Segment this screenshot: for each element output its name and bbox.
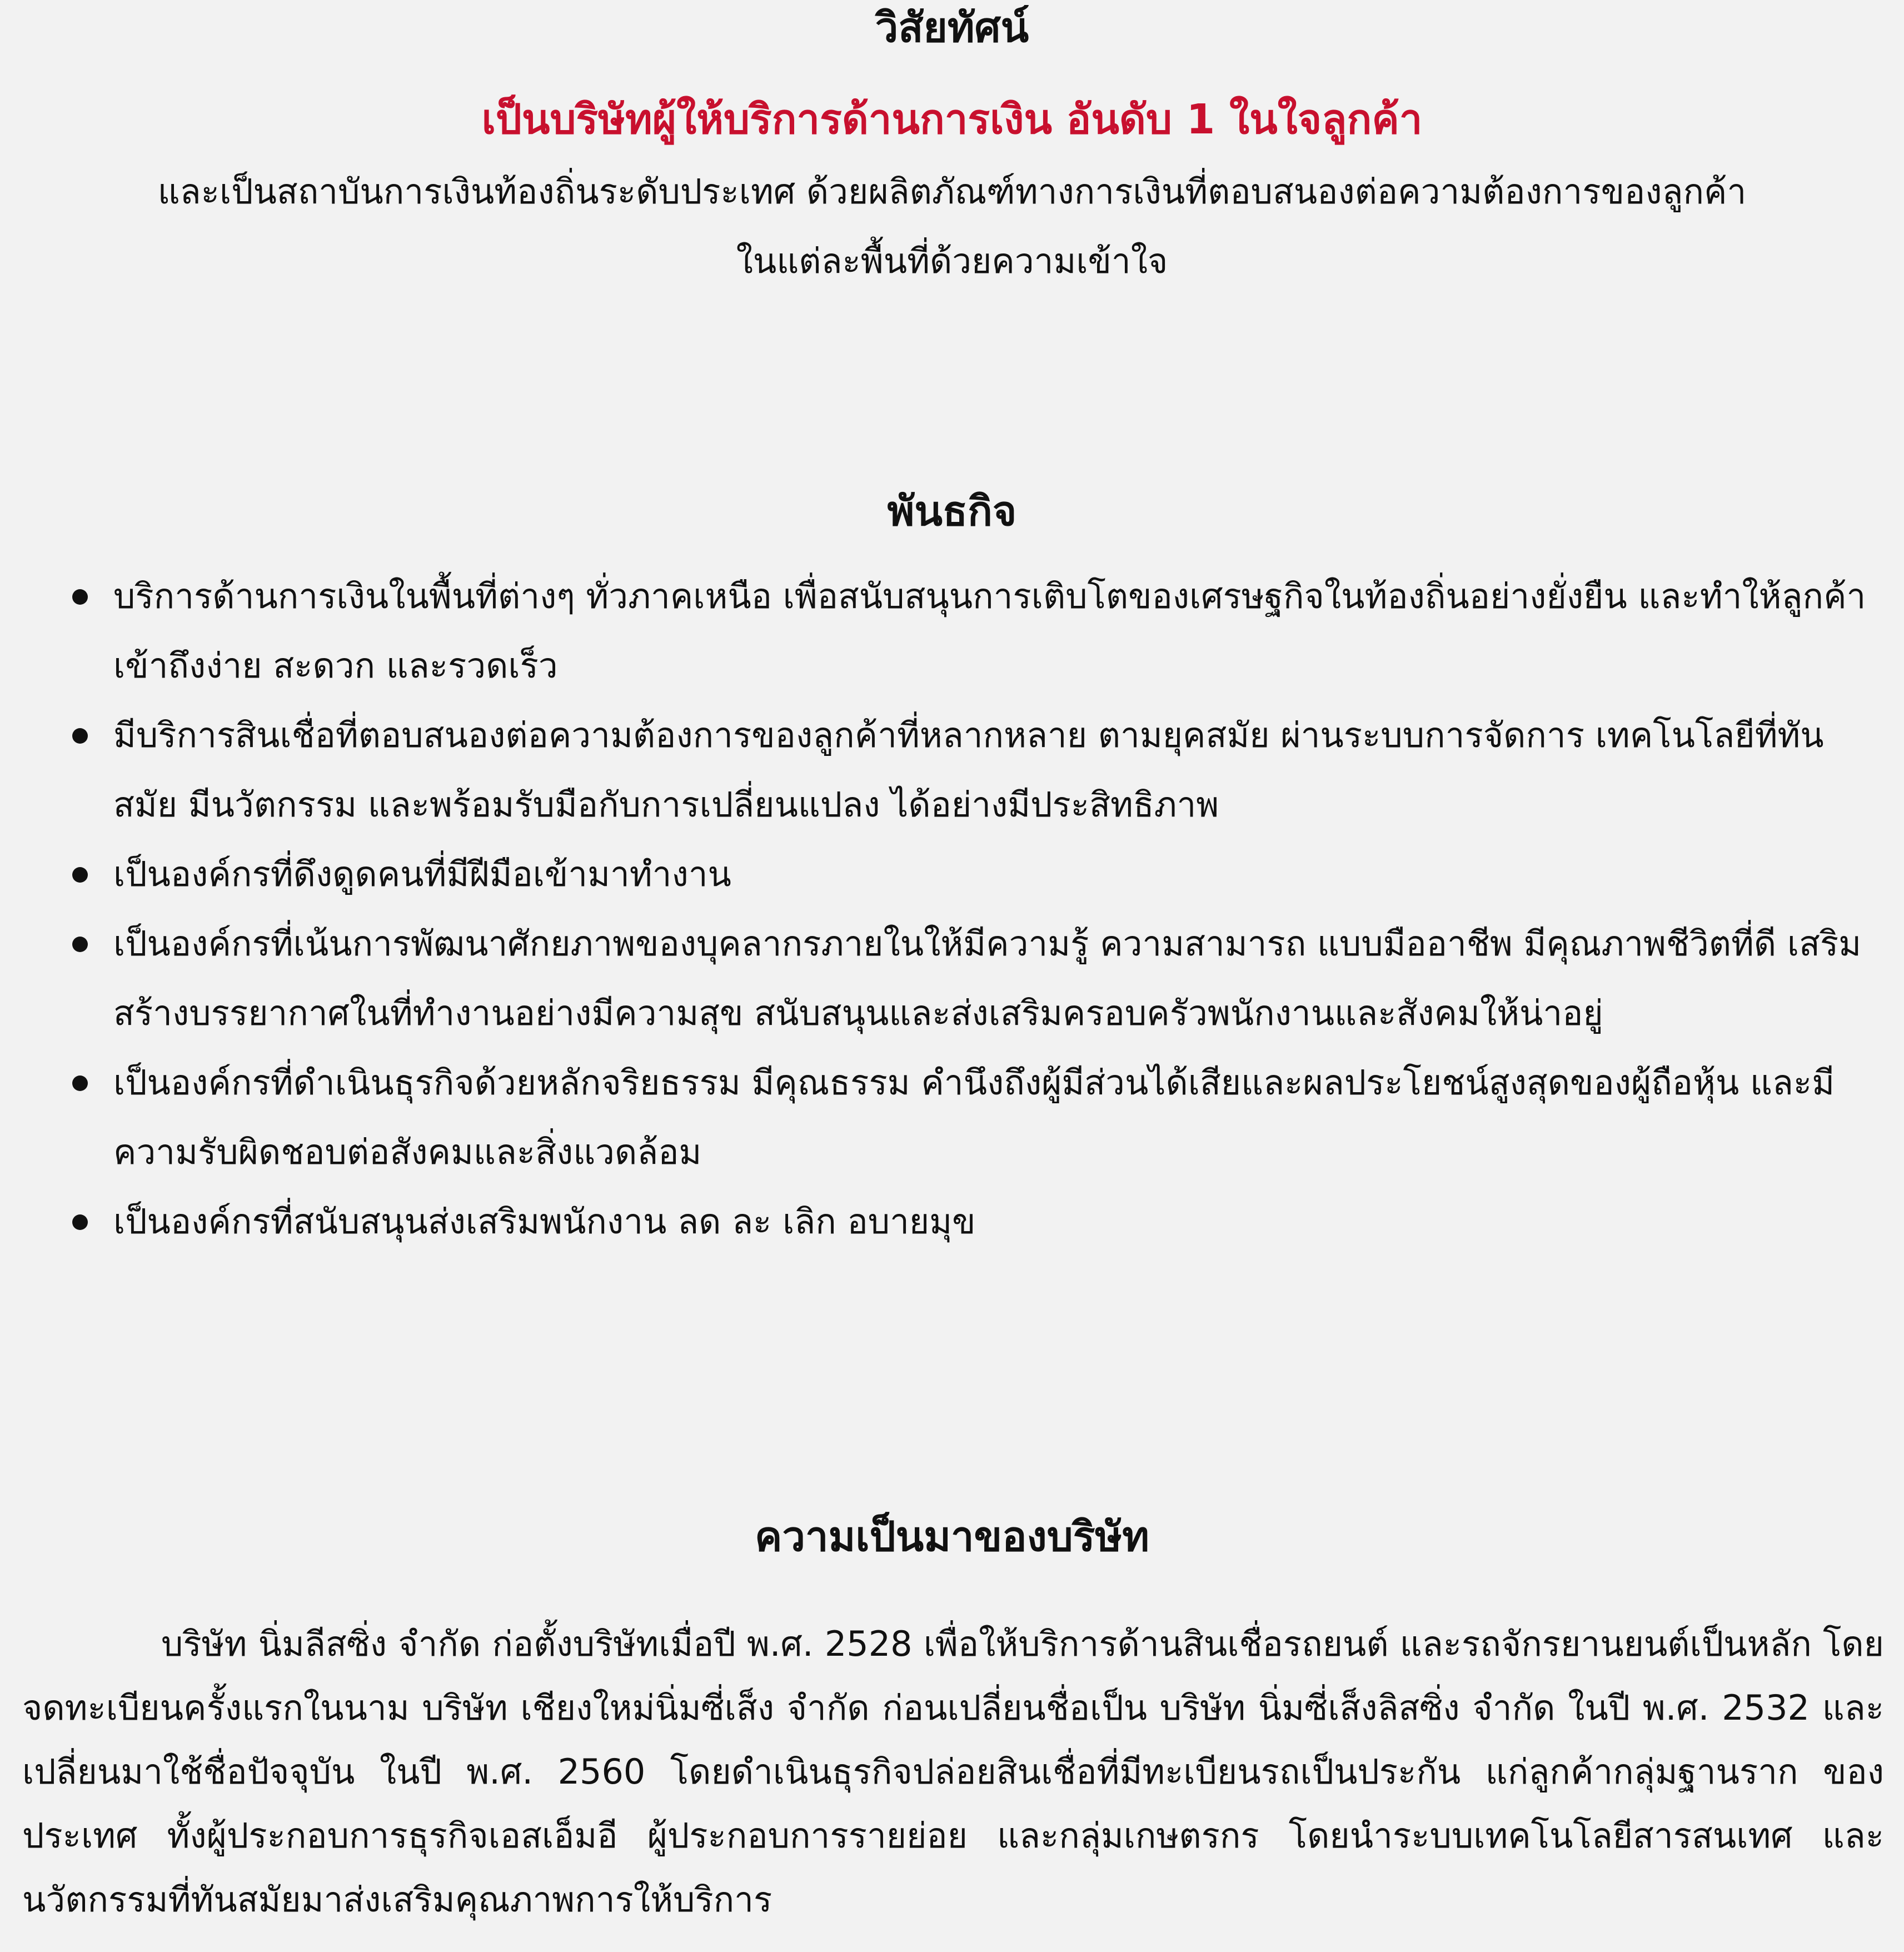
mission-item-text: บริการด้านการเงินในพื้นที่ต่างๆ ทั่วภาคเหนือ เพื่อสนับสนุนการเติบโตของเศรษฐกิจในท้องถิ่นอย่างยั่งยืน และทำให้ลูกค้าเข้าถึงง่าย สะดวก และรวดเร็ว [113,576,1866,686]
mission-item [67,561,1867,700]
bullet-icon [72,1075,88,1091]
bullet-icon [72,589,88,605]
vision-slogan: เป็นบริษัทผู้ให้บริการด้านการเงิน อันดับ 1 ในใจลูกค้า [481,96,1423,143]
bullet-icon [72,728,88,744]
mission-item-text: เป็นองค์กรที่เน้นการพัฒนาศักยภาพของบุคลากรภายในให้มีความรู้ ความสามารถ แบบมืออาชีพ มีคุณภาพชีวิตที่ดี เสริมสร้างบรรยากาศในที่ทำงานอย่างมีความสุข สนับสนุนและส่งเสริมครอบครัวพนักงานและสังคมให้น่าอยู่ [113,923,1862,1033]
mission-item-text: เป็นองค์กรที่สนับสนุนส่งเสริมพนักงาน ลด ละ เลิก อบายมุข [113,1201,976,1242]
bullet-icon [72,937,88,952]
mission-item [67,1048,1867,1187]
vision-line-1: และเป็นสถาบันการเงินท้องถิ่นระดับประเทศ ด้วยผลิตภัณฑ์ทางการเงินที่ตอบสนองต่อความต้องการของลูกค้า [157,171,1747,212]
mission-item [67,839,1867,909]
mission-item [67,909,1867,1048]
mission-title: พันธกิจ [887,487,1017,535]
mission-item-text: เป็นองค์กรที่ดึงดูดคนที่มีฝีมือเข้ามาทำงาน [113,854,731,894]
bullet-icon [72,867,88,883]
vision-title: วิสัยทัศน์ [875,4,1029,52]
mission-item [67,1187,1867,1256]
mission-item-text: เป็นองค์กรที่ดำเนินธุรกิจด้วยหลักจริยธรรม มีคุณธรรม คำนึงถึงผู้มีส่วนได้เสียและผลประโยชน์สูงสุดของผู้ถือหุ้น และมีความรับผิดชอบต่อสังคมและสิ่งแวดล้อม [113,1062,1835,1172]
mission-item [67,700,1867,839]
mission-item-text: มีบริการสินเชื่อที่ตอบสนองต่อความต้องการของลูกค้าที่หลากหลาย ตามยุคสมัย ผ่านระบบการจัดการ เทคโนโลยีที่ทันสมัย มีนวัตกรรม และพร้อมรับมือกับการเปลี่ยนแปลง ได้อย่างมีประสิทธิภาพ [113,715,1824,825]
history-title: ความเป็นมาของบริษัท [754,1513,1149,1561]
bullet-icon [72,1214,88,1230]
history-paragraph: บริษัท นิ่มลีสซิ่ง จำกัด ก่อตั้งบริษัทเมื่อปี พ.ศ. 2528 เพื่อให้บริการด้านสินเชื่อรถยนต์ และรถจักรยานยนต์เป็นหลัก โดยจดทะเบียนครั้งแรกในนาม บริษัท เชียงใหม่นิ่มซี่เส็ง จำกัด ก่อนเปลี่ยนชื่อเป็น บริษัท นิ่มซี่เส็งลิสซิ่ง จำกัด ในปี พ.ศ. 2532 และเปลี่ยนมาใช้ชื่อปัจจุบัน ในปี พ.ศ. 2560 โดยดำเนินธุรกิจปล่อยสินเชื่อที่มีทะเบียนรถเป็นประกัน แก่ลูกค้ากลุ่มฐานราก ของประเทศ ทั้งผู้ประกอบการธุรกิจเอสเอ็มอี ผู้ประกอบการรายย่อย และกลุ่มเกษตรกร โดยนำระบบเทคโนโลยีสารสนเทศ และนวัตกรรมที่ทันสมัยมาส่งเสริมคุณภาพการให้บริการ [22,1624,1884,1920]
vision-line-2: ในแต่ละพื้นที่ด้วยความเข้าใจ [736,241,1168,281]
mission-list [67,561,1867,1256]
